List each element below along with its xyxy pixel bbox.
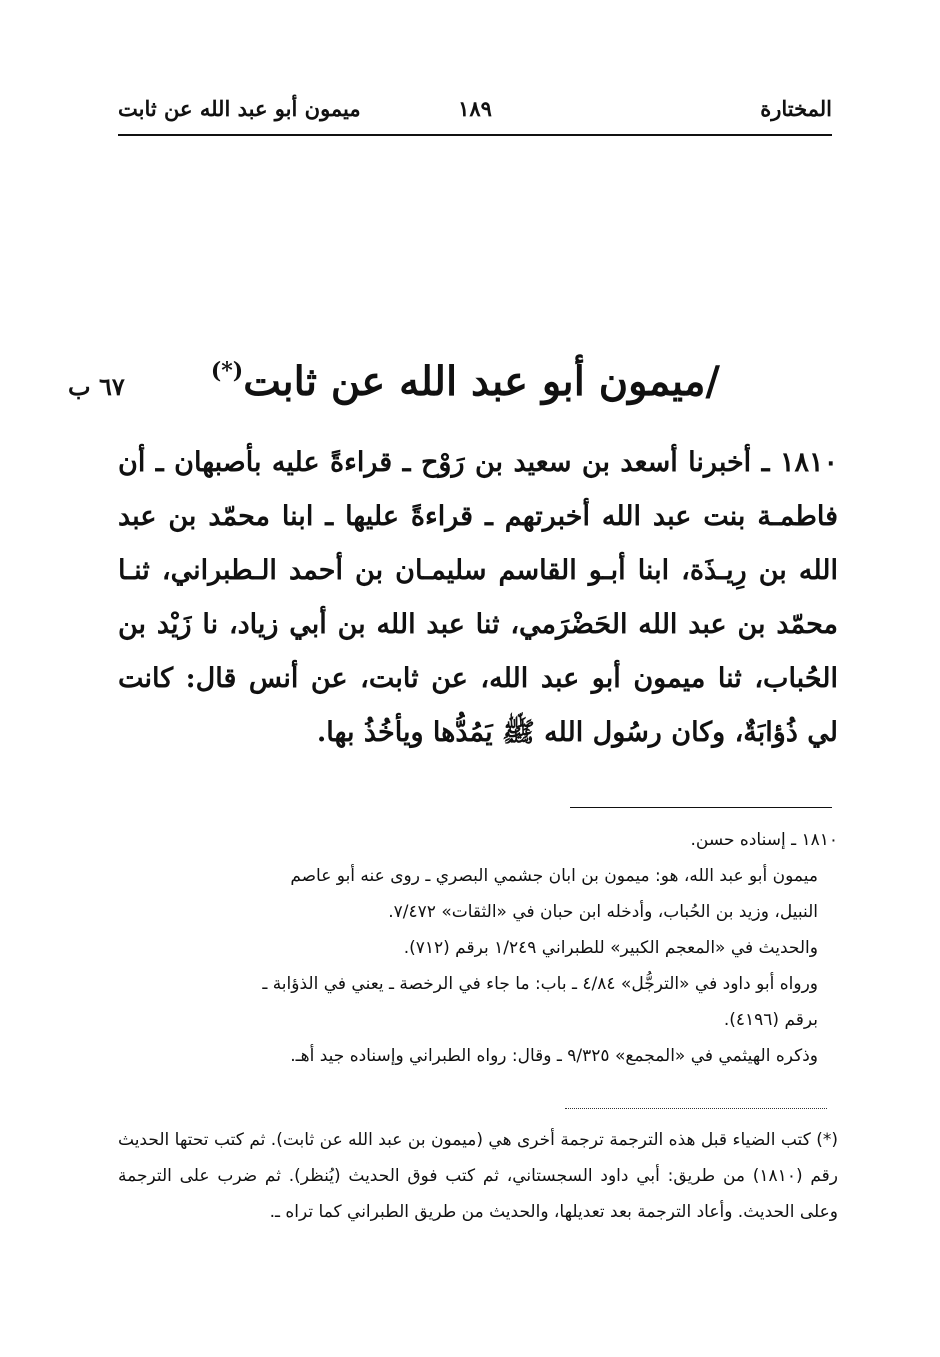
manuscript-folio-note: ٦٧ ب <box>68 372 125 401</box>
footnote-line: والحديث في «المعجم الكبير» للطبراني ١/٢٤٩ برقم (٧١٢). <box>403 938 818 958</box>
footnote-line: برقم (٤١٩٦). <box>723 1010 818 1030</box>
footnote-head: ١٨١٠ ـ إسناده حسن. <box>690 830 838 850</box>
section-title <box>210 358 720 405</box>
footnote-divider <box>570 807 832 808</box>
editor-note-text: (*) كتب الضياء قبل هذه الترجمة ترجمة أخرى هي (ميمون بن عبد الله عن ثابت). ثم كتب تحتها الحديث رقم (١٨١٠) من طريق: أبي داود السجستاني، ثم كتب فوق الحديث (يُنظر). ثم ضرب على الترجمة وعلى الحديث. وأعاد الترجمة بعد تعديلها، والحديث من طريق الطبراني كما تراه ـ. <box>118 1130 839 1222</box>
title-footnote-marker: (*) <box>210 358 244 384</box>
book-title-header: المختارة <box>760 96 832 121</box>
header-divider <box>118 134 832 136</box>
footnote-line: ميمون أبو عبد الله، هو: ميمون بن ابان جشمي البصري ـ روى عنه أبو عاصم <box>290 866 818 886</box>
section-title-text: /ميمون أبو عبد الله عن ثابت <box>243 358 720 405</box>
footnote-block <box>118 822 838 1074</box>
editor-note <box>118 1122 838 1230</box>
hadith-text: ١٨١٠ ـ أخبرنا أسعد بن سعيد بن رَوْح ـ قراءةً عليه بأصبهان ـ أن فاطمـة بنت عبد الله أخبرتهم ـ قراءةً عليها ـ ابنا محمّد بن عبد الله بن رِيـذَة، ابنا أبـو القاسم سليمـان بن أحمد الـطبراني، ثنـا محمّد بن عبد الله الحَضْرَمي، ثنا عبد الله بن أبي زياد، نا زَيْد بن الحُباب، ثنا ميمون أبو عبد الله، عن ثابت، عن أنس قال: كانت لي ذُؤابَةٌ، وكان رسُول الله ﷺ يَمُدُّها ويأخُذُ بها. <box>118 447 838 748</box>
running-header <box>118 92 832 128</box>
chapter-header: ميمون أبو عبد الله عن ثابت <box>118 96 361 121</box>
footnote-line: ورواه أبو داود في «الترجُّل» ٤/٨٤ ـ باب: ما جاء في الرخصة ـ يعني في الذؤابة ـ <box>262 974 818 994</box>
footnote-line: النبيل، وزيد بن الحُباب، وأدخله ابن حبان في «الثقات» ٧/٤٧٢. <box>388 902 818 922</box>
page-number: ١٨٩ <box>458 96 492 121</box>
footnote-line: وذكره الهيثمي في «المجمع» ٩/٣٢٥ ـ وقال: رواه الطبراني وإسناده جيد أهـ. <box>290 1046 818 1066</box>
editor-note-divider <box>565 1108 827 1109</box>
